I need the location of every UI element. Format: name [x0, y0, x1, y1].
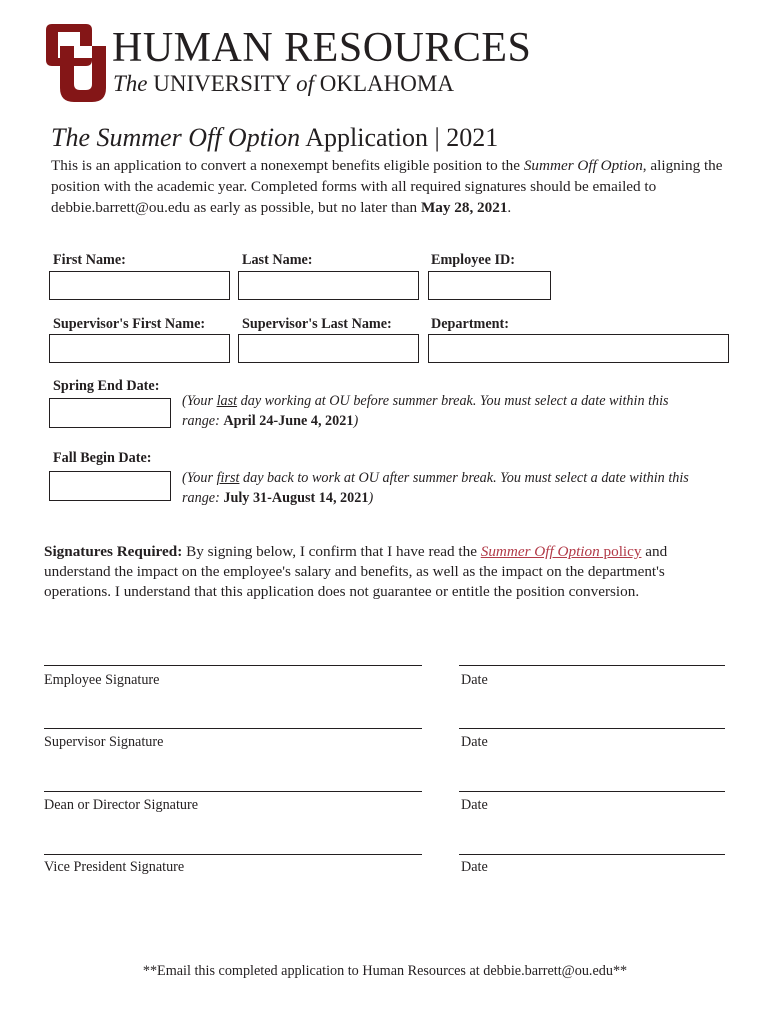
policy-link-italic: Summer Off Option	[480, 543, 600, 560]
dean-date-line[interactable]	[459, 791, 725, 792]
intro-italic: Summer Off Option	[523, 157, 643, 174]
page-title	[51, 122, 498, 154]
univ-mid: UNIVERSITY	[153, 71, 291, 96]
title-rest: Application | 2021	[300, 123, 499, 152]
intro-part1: This is an application to convert a nonexempt benefits eligible position to the	[51, 157, 524, 174]
employee-id-field[interactable]	[428, 271, 551, 300]
employee-signature-line[interactable]	[44, 665, 422, 666]
supervisor-last-name-label: Supervisor's Last Name:	[242, 316, 392, 332]
vp-signature-label: Vice President Signature	[44, 859, 185, 875]
supervisor-last-name-field[interactable]	[238, 334, 419, 363]
policy-link-rest: policy	[599, 543, 642, 560]
fall-begin-date-label: Fall Begin Date:	[53, 450, 152, 466]
univ-name: OKLAHOMA	[319, 71, 454, 96]
fall-note-open: (Your	[182, 470, 217, 486]
spring-note-range: April 24-June 4, 2021	[223, 413, 354, 429]
fall-note-close: )	[368, 490, 374, 506]
employee-date-label: Date	[461, 672, 488, 688]
supervisor-first-name-label: Supervisor's First Name:	[53, 316, 206, 332]
employee-signature-label: Employee Signature	[44, 672, 160, 688]
fall-note-range: July 31-August 14, 2021	[223, 490, 369, 506]
vp-date-line[interactable]	[459, 854, 725, 855]
department-field[interactable]	[428, 334, 729, 363]
dean-signature-label: Dean or Director Signature	[44, 797, 199, 813]
department-label: Department:	[431, 316, 510, 332]
spring-end-date-field[interactable]	[49, 398, 171, 428]
summer-off-policy-link[interactable]	[481, 543, 642, 560]
title-italic: The Summer Off Option	[51, 123, 301, 152]
dean-date-label: Date	[461, 797, 488, 813]
org-title: HUMAN RESOURCES	[112, 25, 532, 71]
signatures-paragraph	[44, 542, 734, 602]
spring-note-close: )	[353, 413, 359, 429]
last-name-label: Last Name:	[242, 252, 313, 268]
univ-prefix: The	[113, 71, 148, 96]
employee-date-line[interactable]	[459, 665, 725, 666]
spring-note-emph: last	[216, 393, 238, 409]
employee-id-label: Employee ID:	[431, 252, 515, 268]
last-name-field[interactable]	[238, 271, 419, 300]
supervisor-date-label: Date	[461, 734, 488, 750]
fall-note-mid: day back to work at OU after summer break. You must select a date within this range:	[182, 470, 689, 506]
signatures-text1: By signing below, I confirm that I have read the	[182, 543, 481, 560]
vp-signature-line[interactable]	[44, 854, 422, 855]
spring-note-open: (Your	[182, 393, 217, 409]
signatures-text2: and understand the impact on the employee's salary and benefits, as well as the impact on the department's operations. I understand that this application does not guarantee or entitle the position conversion.	[44, 543, 668, 600]
intro-part2: , aligning the position with the academic year. Completed forms with all required signatures should be emailed to debbie.barrett@ou.edu as early as possible, but no later than	[51, 157, 723, 216]
ou-interlocking-logo-icon	[46, 20, 106, 104]
fall-begin-date-field[interactable]	[49, 471, 171, 501]
first-name-field[interactable]	[49, 271, 230, 300]
intro-paragraph	[51, 155, 731, 218]
dean-signature-line[interactable]	[44, 791, 422, 792]
supervisor-date-line[interactable]	[459, 728, 725, 729]
signatures-heading: Signatures Required:	[44, 543, 183, 560]
spring-end-note	[182, 391, 702, 431]
supervisor-signature-line[interactable]	[44, 728, 422, 729]
intro-deadline: May 28, 2021	[420, 199, 508, 216]
fall-begin-note	[182, 468, 722, 508]
footer-email-note: **Email this completed application to Human Resources at debbie.barrett@ou.edu**	[142, 963, 628, 979]
spring-end-date-label: Spring End Date:	[53, 378, 160, 394]
fall-note-emph: first	[216, 470, 240, 486]
university-name	[113, 71, 454, 97]
first-name-label: First Name:	[53, 252, 126, 268]
univ-of: of	[296, 71, 315, 96]
spring-note-mid: day working at OU before summer break. You must select a date within this range:	[182, 393, 669, 429]
intro-part3: .	[507, 199, 512, 216]
vp-date-label: Date	[461, 859, 488, 875]
supervisor-first-name-field[interactable]	[49, 334, 230, 363]
supervisor-signature-label: Supervisor Signature	[44, 734, 164, 750]
